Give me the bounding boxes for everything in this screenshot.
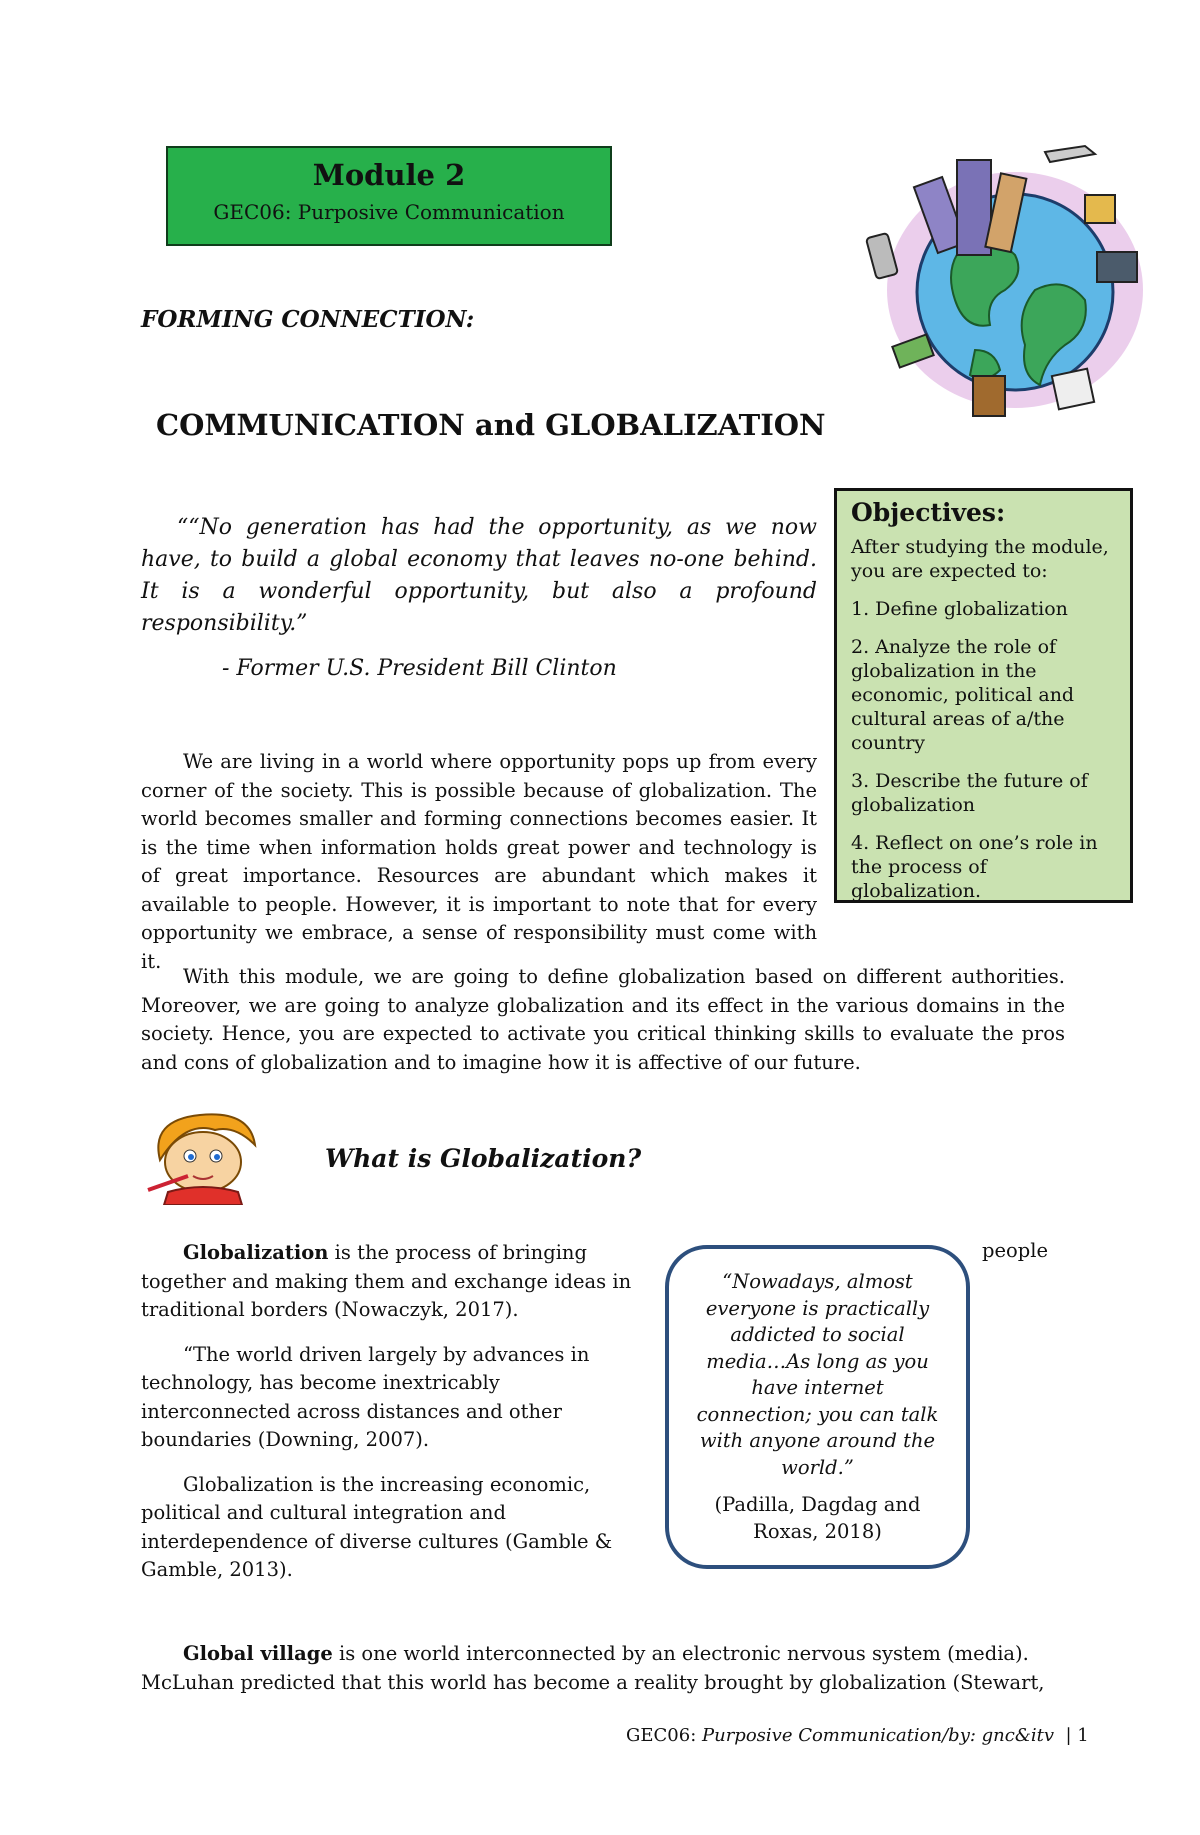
quote-box-text: “Nowadays, almost everyone is practically addicted to social media…As long as you have internet connection; you can talk with anyone around the world.” (696, 1270, 939, 1479)
definition-1 (141, 1239, 641, 1325)
page-number: 1 (1077, 1725, 1089, 1746)
global-village-text (141, 1640, 1065, 1697)
clinton-quote (141, 512, 817, 640)
module-subtitle: GEC06: Purposive Communication (213, 200, 565, 224)
objective-item: 1. Define globalization (851, 598, 1068, 620)
global-village-rest: is one world interconnected by an electronic nervous system (media). McLuhan predicted that this world has become a reality brought by globalization (Stewart, (141, 1642, 1045, 1694)
face-icon (165, 1132, 241, 1192)
objective-item: 3. Describe the future of globalization (851, 770, 1088, 816)
definition-1-text: is the process of bringing together and making them and exchange ideas in traditional borders (Nowaczyk, 2017). (141, 1241, 632, 1321)
shirt-icon (164, 1187, 242, 1205)
quote-author: - Former U.S. President Bill Clinton (222, 656, 617, 681)
globe-illustration (865, 140, 1155, 440)
definitions (141, 1239, 641, 1601)
what-is-globalization-heading: What is Globalization? (325, 1144, 642, 1173)
definition-1-people-word: people (982, 1239, 1049, 1262)
intro-paragraph-text: We are living in a world where opportunity pops up from every corner of the society. This is possible because of globalization. The world becomes smaller and forming connections becomes easier. It is the time when information holds great power and technology is of great importance. Resources are abundant which makes it available to people. However, it is important to note that for every opportunity we embrace, a sense of responsibility must come with it. (141, 750, 817, 973)
forming-connection-heading: FORMING CONNECTION: (141, 306, 475, 333)
objectives-intro: After studying the module, you are expected to: (851, 536, 1109, 582)
module-title: Module 2 (312, 158, 466, 192)
objectives-title: Objectives: (851, 498, 1006, 527)
quote-box-citation: (Padilla, Dagdag and Roxas, 2018) (714, 1493, 921, 1543)
intro-paragraph (141, 748, 817, 976)
definition-term: Globalization (183, 1241, 329, 1264)
module-header-box (166, 146, 612, 246)
objectives-box (834, 488, 1133, 903)
briefcase-icon (973, 376, 1005, 416)
module-paragraph (141, 963, 1065, 1077)
global-village-paragraph (141, 1640, 1065, 1697)
definition-2: “The world driven largely by advances in technology, has become inextricably interconnected across distances and other boundaries (Downing, 2007). (141, 1342, 590, 1451)
global-village-term: Global village (183, 1642, 333, 1665)
objective-item: 2. Analyze the role of globalization in the economic, political and cultural areas of a/the country (851, 636, 1075, 754)
computer-icon (1097, 252, 1137, 282)
phone-icon (866, 233, 898, 279)
page-footer (626, 1725, 1089, 1746)
folder-icon (1085, 195, 1115, 223)
quote-text: ““No generation has had the opportunity, as we now have, to build a global economy that leaves no-one behind. It is a wonderful opportunity, but also a profound responsibility.” (141, 515, 817, 636)
airplane-icon (1045, 146, 1095, 162)
boy-thinking-illustration (138, 1110, 268, 1205)
footer-course: GEC06: (626, 1725, 702, 1746)
main-title: COMMUNICATION and GLOBALIZATION (156, 408, 826, 442)
social-media-quote-box (665, 1245, 970, 1569)
footer-author: Purposive Communication/by: gnc&itv (701, 1725, 1055, 1746)
footer-separator: | (1059, 1725, 1078, 1746)
newspaper-icon (1052, 369, 1094, 410)
definition-3: Globalization is the increasing economic, political and cultural integration and interdependence of diverse cultures (Gamble & Gamble, 2013). (141, 1472, 613, 1581)
module-paragraph-text: With this module, we are going to define globalization based on different authorities. Moreover, we are going to analyze globalization and its effect in the various domains in the society. Hence, you are expected to activate you critical thinking skills to evaluate the pros and cons of globalization and to imagine how it is affective of our future. (141, 965, 1065, 1074)
objective-item: 4. Reflect on one’s role in the process of globalization. (851, 832, 1098, 902)
